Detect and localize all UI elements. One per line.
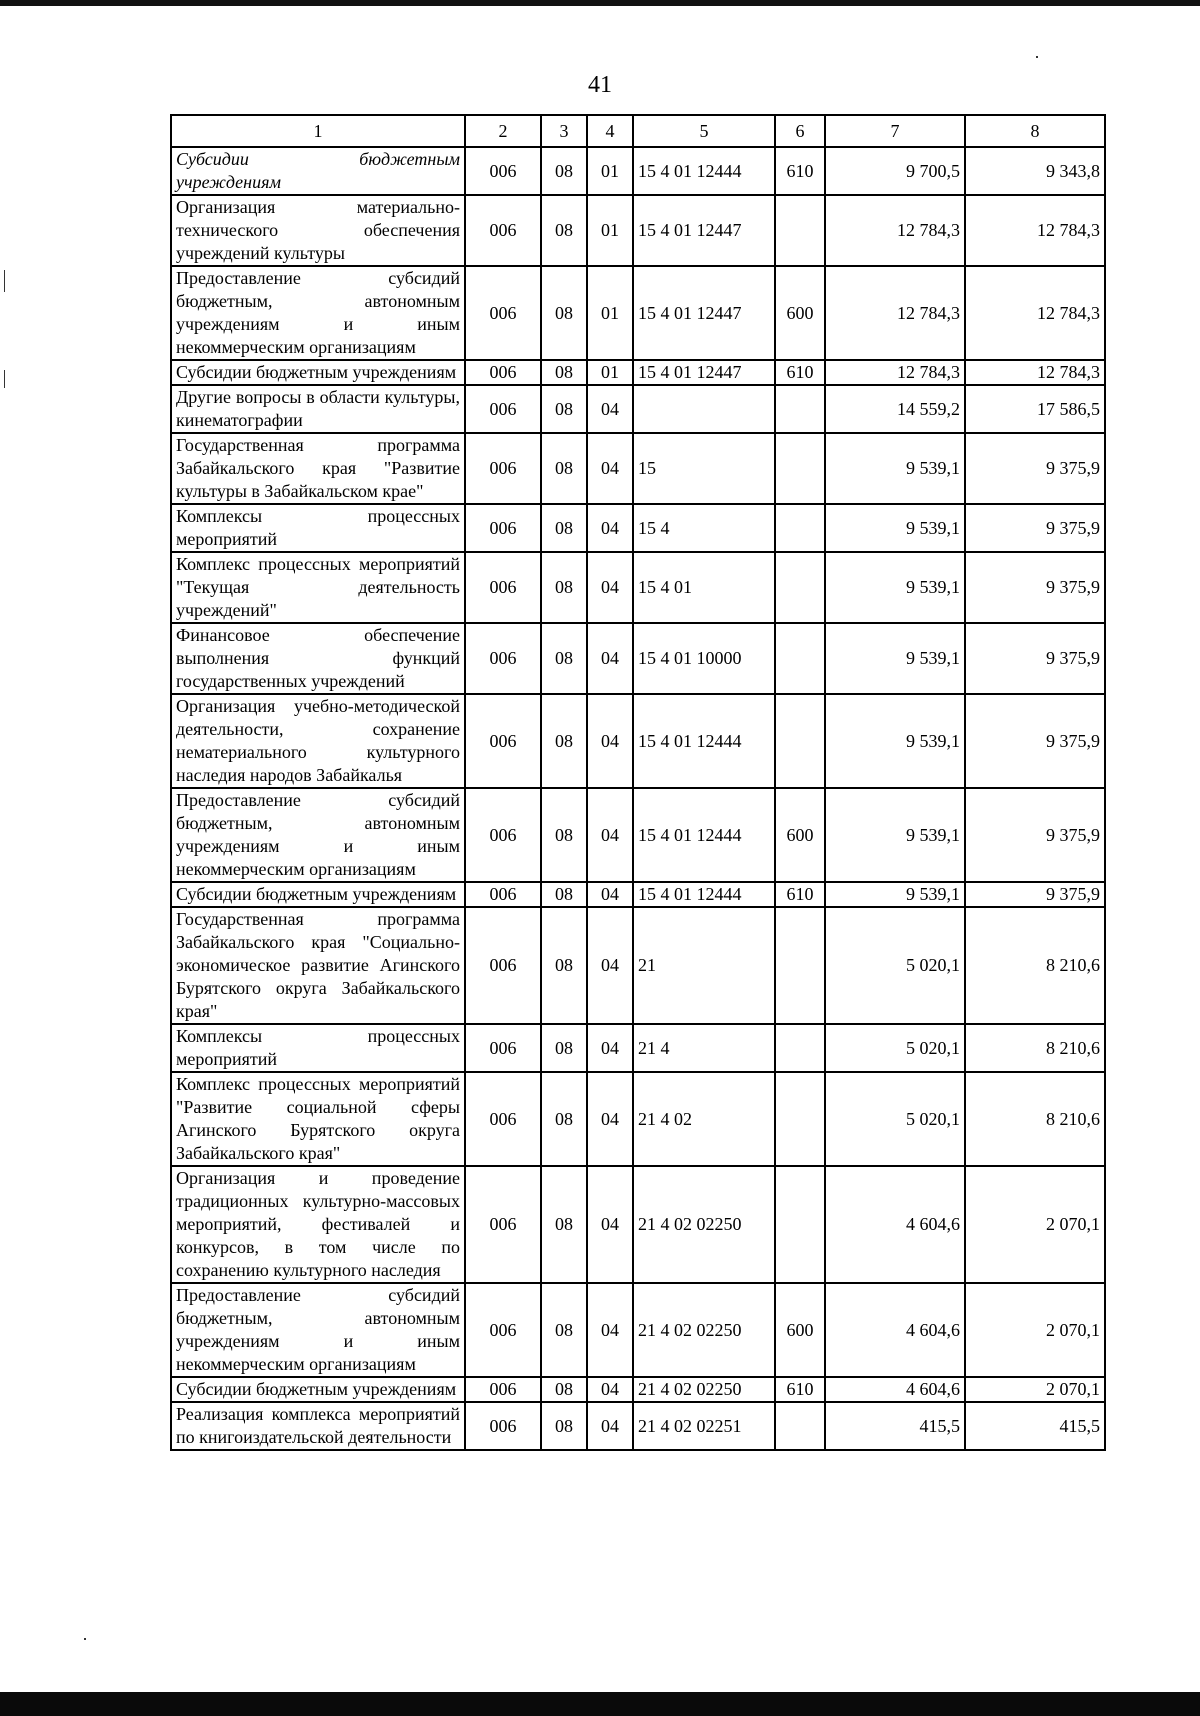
cell-col6 — [775, 552, 825, 623]
cell-name: Другие вопросы в области культуры, кинематографии — [171, 385, 465, 433]
cell-col7: 12 784,3 — [825, 360, 965, 385]
table-body — [171, 147, 1105, 1450]
cell-col6 — [775, 195, 825, 266]
cell-col7: 9 539,1 — [825, 788, 965, 882]
cell-col8: 9 375,9 — [965, 694, 1105, 788]
cell-col7: 9 539,1 — [825, 504, 965, 552]
cell-col2: 006 — [465, 907, 541, 1024]
cell-col4: 04 — [587, 1072, 633, 1166]
cell-col7: 5 020,1 — [825, 907, 965, 1024]
cell-col5: 15 4 01 — [633, 552, 775, 623]
cell-col5: 21 4 02 02250 — [633, 1166, 775, 1283]
cell-name: Предоставление субсидий бюджетным, автономным учреждениям и иным некоммерческим организациям — [171, 266, 465, 360]
cell-col5: 15 — [633, 433, 775, 504]
cell-col2: 006 — [465, 1166, 541, 1283]
cell-col7: 9 539,1 — [825, 623, 965, 694]
cell-col7: 9 539,1 — [825, 694, 965, 788]
cell-col6: 610 — [775, 882, 825, 907]
cell-col3: 08 — [541, 623, 587, 694]
cell-name: Комплекс процессных мероприятий "Текущая деятельность учреждений" — [171, 552, 465, 623]
cell-col8: 9 375,9 — [965, 788, 1105, 882]
cell-col8: 9 375,9 — [965, 433, 1105, 504]
table-row — [171, 1283, 1105, 1377]
cell-col4: 04 — [587, 552, 633, 623]
cell-col8: 12 784,3 — [965, 266, 1105, 360]
cell-col4: 01 — [587, 147, 633, 195]
cell-col8: 8 210,6 — [965, 1072, 1105, 1166]
cell-col4: 04 — [587, 1166, 633, 1283]
cell-col3: 08 — [541, 907, 587, 1024]
cell-col6: 600 — [775, 266, 825, 360]
table-row — [171, 788, 1105, 882]
cell-col4: 04 — [587, 907, 633, 1024]
cell-col3: 08 — [541, 504, 587, 552]
cell-col7: 14 559,2 — [825, 385, 965, 433]
cell-col2: 006 — [465, 266, 541, 360]
cell-col5: 21 4 — [633, 1024, 775, 1072]
cell-col4: 04 — [587, 433, 633, 504]
cell-col5: 15 4 01 12444 — [633, 882, 775, 907]
cell-col8: 12 784,3 — [965, 195, 1105, 266]
cell-col3: 08 — [541, 1166, 587, 1283]
table-row — [171, 1402, 1105, 1450]
table-row — [171, 623, 1105, 694]
scan-border-top — [0, 0, 1200, 6]
cell-col3: 08 — [541, 147, 587, 195]
cell-col5: 21 4 02 — [633, 1072, 775, 1166]
cell-col5: 21 4 02 02250 — [633, 1377, 775, 1402]
cell-col5 — [633, 385, 775, 433]
cell-col7: 4 604,6 — [825, 1283, 965, 1377]
cell-col4: 04 — [587, 1283, 633, 1377]
cell-col3: 08 — [541, 266, 587, 360]
column-header: 6 — [775, 115, 825, 147]
cell-name: Организация материально-технического обеспечения учреждений культуры — [171, 195, 465, 266]
column-header: 8 — [965, 115, 1105, 147]
scan-mark — [84, 1638, 86, 1640]
cell-col4: 04 — [587, 1377, 633, 1402]
column-header: 3 — [541, 115, 587, 147]
cell-col2: 006 — [465, 433, 541, 504]
cell-col2: 006 — [465, 1402, 541, 1450]
table-row — [171, 195, 1105, 266]
cell-col8: 17 586,5 — [965, 385, 1105, 433]
cell-name: Комплексы процессных мероприятий — [171, 504, 465, 552]
cell-col3: 08 — [541, 433, 587, 504]
cell-col8: 415,5 — [965, 1402, 1105, 1450]
table-row — [171, 1024, 1105, 1072]
cell-col2: 006 — [465, 1072, 541, 1166]
cell-col5: 15 4 01 12444 — [633, 694, 775, 788]
cell-col8: 12 784,3 — [965, 360, 1105, 385]
cell-col2: 006 — [465, 147, 541, 195]
table-row — [171, 1166, 1105, 1283]
scan-mark — [4, 270, 5, 292]
table-row — [171, 694, 1105, 788]
table-row — [171, 360, 1105, 385]
cell-col6 — [775, 1402, 825, 1450]
scan-border-bottom — [0, 1692, 1200, 1716]
cell-name: Субсидии бюджетным учреждениям — [171, 147, 465, 195]
cell-col2: 006 — [465, 360, 541, 385]
cell-col6: 600 — [775, 1283, 825, 1377]
cell-name: Комплекс процессных мероприятий "Развитие социальной сферы Агинского Бурятского округа Забайкальского края" — [171, 1072, 465, 1166]
table-row — [171, 385, 1105, 433]
cell-col4: 04 — [587, 882, 633, 907]
table-row — [171, 907, 1105, 1024]
cell-col7: 5 020,1 — [825, 1072, 965, 1166]
cell-col8: 2 070,1 — [965, 1377, 1105, 1402]
cell-col7: 5 020,1 — [825, 1024, 965, 1072]
cell-col5: 21 4 02 02250 — [633, 1283, 775, 1377]
cell-col3: 08 — [541, 195, 587, 266]
cell-col6: 610 — [775, 147, 825, 195]
cell-col4: 01 — [587, 266, 633, 360]
cell-col3: 08 — [541, 552, 587, 623]
cell-col6 — [775, 1072, 825, 1166]
cell-col7: 9 539,1 — [825, 433, 965, 504]
cell-col6 — [775, 433, 825, 504]
cell-col6: 610 — [775, 360, 825, 385]
table-row — [171, 1072, 1105, 1166]
cell-name: Субсидии бюджетным учреждениям — [171, 882, 465, 907]
cell-col2: 006 — [465, 504, 541, 552]
cell-col2: 006 — [465, 1024, 541, 1072]
cell-col3: 08 — [541, 385, 587, 433]
cell-col2: 006 — [465, 694, 541, 788]
cell-col4: 01 — [587, 360, 633, 385]
cell-col2: 006 — [465, 1377, 541, 1402]
cell-name: Предоставление субсидий бюджетным, автономным учреждениям и иным некоммерческим организациям — [171, 788, 465, 882]
budget-table — [170, 114, 1106, 1451]
cell-col3: 08 — [541, 788, 587, 882]
cell-col6 — [775, 623, 825, 694]
cell-col5: 15 4 01 12444 — [633, 147, 775, 195]
cell-col8: 9 375,9 — [965, 504, 1105, 552]
cell-col2: 006 — [465, 552, 541, 623]
cell-col5: 15 4 01 12444 — [633, 788, 775, 882]
cell-col5: 15 4 01 12447 — [633, 266, 775, 360]
cell-col6 — [775, 504, 825, 552]
page-number: 41 — [588, 72, 612, 98]
cell-col6 — [775, 694, 825, 788]
cell-col7: 4 604,6 — [825, 1377, 965, 1402]
cell-col7: 9 539,1 — [825, 882, 965, 907]
cell-col6: 600 — [775, 788, 825, 882]
table-row — [171, 433, 1105, 504]
cell-col6 — [775, 1166, 825, 1283]
cell-col2: 006 — [465, 623, 541, 694]
header-row — [171, 115, 1105, 147]
cell-name: Субсидии бюджетным учреждениям — [171, 360, 465, 385]
cell-col5: 15 4 — [633, 504, 775, 552]
cell-col8: 9 375,9 — [965, 882, 1105, 907]
cell-col2: 006 — [465, 385, 541, 433]
cell-col3: 08 — [541, 360, 587, 385]
cell-col2: 006 — [465, 788, 541, 882]
cell-col7: 12 784,3 — [825, 266, 965, 360]
cell-col6 — [775, 1024, 825, 1072]
cell-col2: 006 — [465, 1283, 541, 1377]
cell-col8: 2 070,1 — [965, 1166, 1105, 1283]
column-header: 7 — [825, 115, 965, 147]
cell-col3: 08 — [541, 1283, 587, 1377]
cell-col4: 04 — [587, 788, 633, 882]
cell-col7: 415,5 — [825, 1402, 965, 1450]
cell-col4: 04 — [587, 623, 633, 694]
table-row — [171, 882, 1105, 907]
cell-col3: 08 — [541, 1402, 587, 1450]
column-header: 4 — [587, 115, 633, 147]
cell-col5: 21 — [633, 907, 775, 1024]
cell-name: Субсидии бюджетным учреждениям — [171, 1377, 465, 1402]
cell-col8: 9 343,8 — [965, 147, 1105, 195]
table-row — [171, 552, 1105, 623]
cell-col8: 9 375,9 — [965, 552, 1105, 623]
cell-col4: 04 — [587, 504, 633, 552]
cell-col8: 2 070,1 — [965, 1283, 1105, 1377]
cell-col2: 006 — [465, 195, 541, 266]
cell-col3: 08 — [541, 1377, 587, 1402]
cell-col5: 15 4 01 10000 — [633, 623, 775, 694]
table-row — [171, 147, 1105, 195]
cell-col4: 04 — [587, 1402, 633, 1450]
cell-col7: 4 604,6 — [825, 1166, 965, 1283]
cell-name: Государственная программа Забайкальского края "Социально-экономическое развитие Агинского Бурятского округа Забайкальского края" — [171, 907, 465, 1024]
scan-mark — [4, 370, 5, 388]
cell-col3: 08 — [541, 1024, 587, 1072]
column-header: 1 — [171, 115, 465, 147]
column-header: 2 — [465, 115, 541, 147]
scan-mark — [1036, 56, 1038, 58]
cell-col6: 610 — [775, 1377, 825, 1402]
cell-col5: 15 4 01 12447 — [633, 360, 775, 385]
cell-col7: 9 700,5 — [825, 147, 965, 195]
table-row — [171, 266, 1105, 360]
cell-name: Комплексы процессных мероприятий — [171, 1024, 465, 1072]
cell-col8: 8 210,6 — [965, 907, 1105, 1024]
column-header: 5 — [633, 115, 775, 147]
cell-col6 — [775, 907, 825, 1024]
cell-col4: 04 — [587, 694, 633, 788]
cell-col8: 9 375,9 — [965, 623, 1105, 694]
cell-col7: 9 539,1 — [825, 552, 965, 623]
cell-col5: 15 4 01 12447 — [633, 195, 775, 266]
cell-col6 — [775, 385, 825, 433]
cell-name: Реализация комплекса мероприятий по книгоиздательской деятельности — [171, 1402, 465, 1450]
cell-col8: 8 210,6 — [965, 1024, 1105, 1072]
cell-col7: 12 784,3 — [825, 195, 965, 266]
cell-col2: 006 — [465, 882, 541, 907]
cell-col3: 08 — [541, 694, 587, 788]
cell-name: Финансовое обеспечение выполнения функций государственных учреждений — [171, 623, 465, 694]
cell-name: Государственная программа Забайкальского края "Развитие культуры в Забайкальском крае" — [171, 433, 465, 504]
cell-name: Организация учебно-методической деятельности, сохранение нематериального культурного наследия народов Забайкалья — [171, 694, 465, 788]
cell-col3: 08 — [541, 882, 587, 907]
table-row — [171, 504, 1105, 552]
cell-col4: 04 — [587, 1024, 633, 1072]
cell-name: Предоставление субсидий бюджетным, автономным учреждениям и иным некоммерческим организациям — [171, 1283, 465, 1377]
cell-col5: 21 4 02 02251 — [633, 1402, 775, 1450]
cell-col4: 01 — [587, 195, 633, 266]
table-row — [171, 1377, 1105, 1402]
cell-col4: 04 — [587, 385, 633, 433]
cell-col3: 08 — [541, 1072, 587, 1166]
cell-name: Организация и проведение традиционных культурно-массовых мероприятий, фестивалей и конкурсов, в том числе по сохранению культурного наследия — [171, 1166, 465, 1283]
